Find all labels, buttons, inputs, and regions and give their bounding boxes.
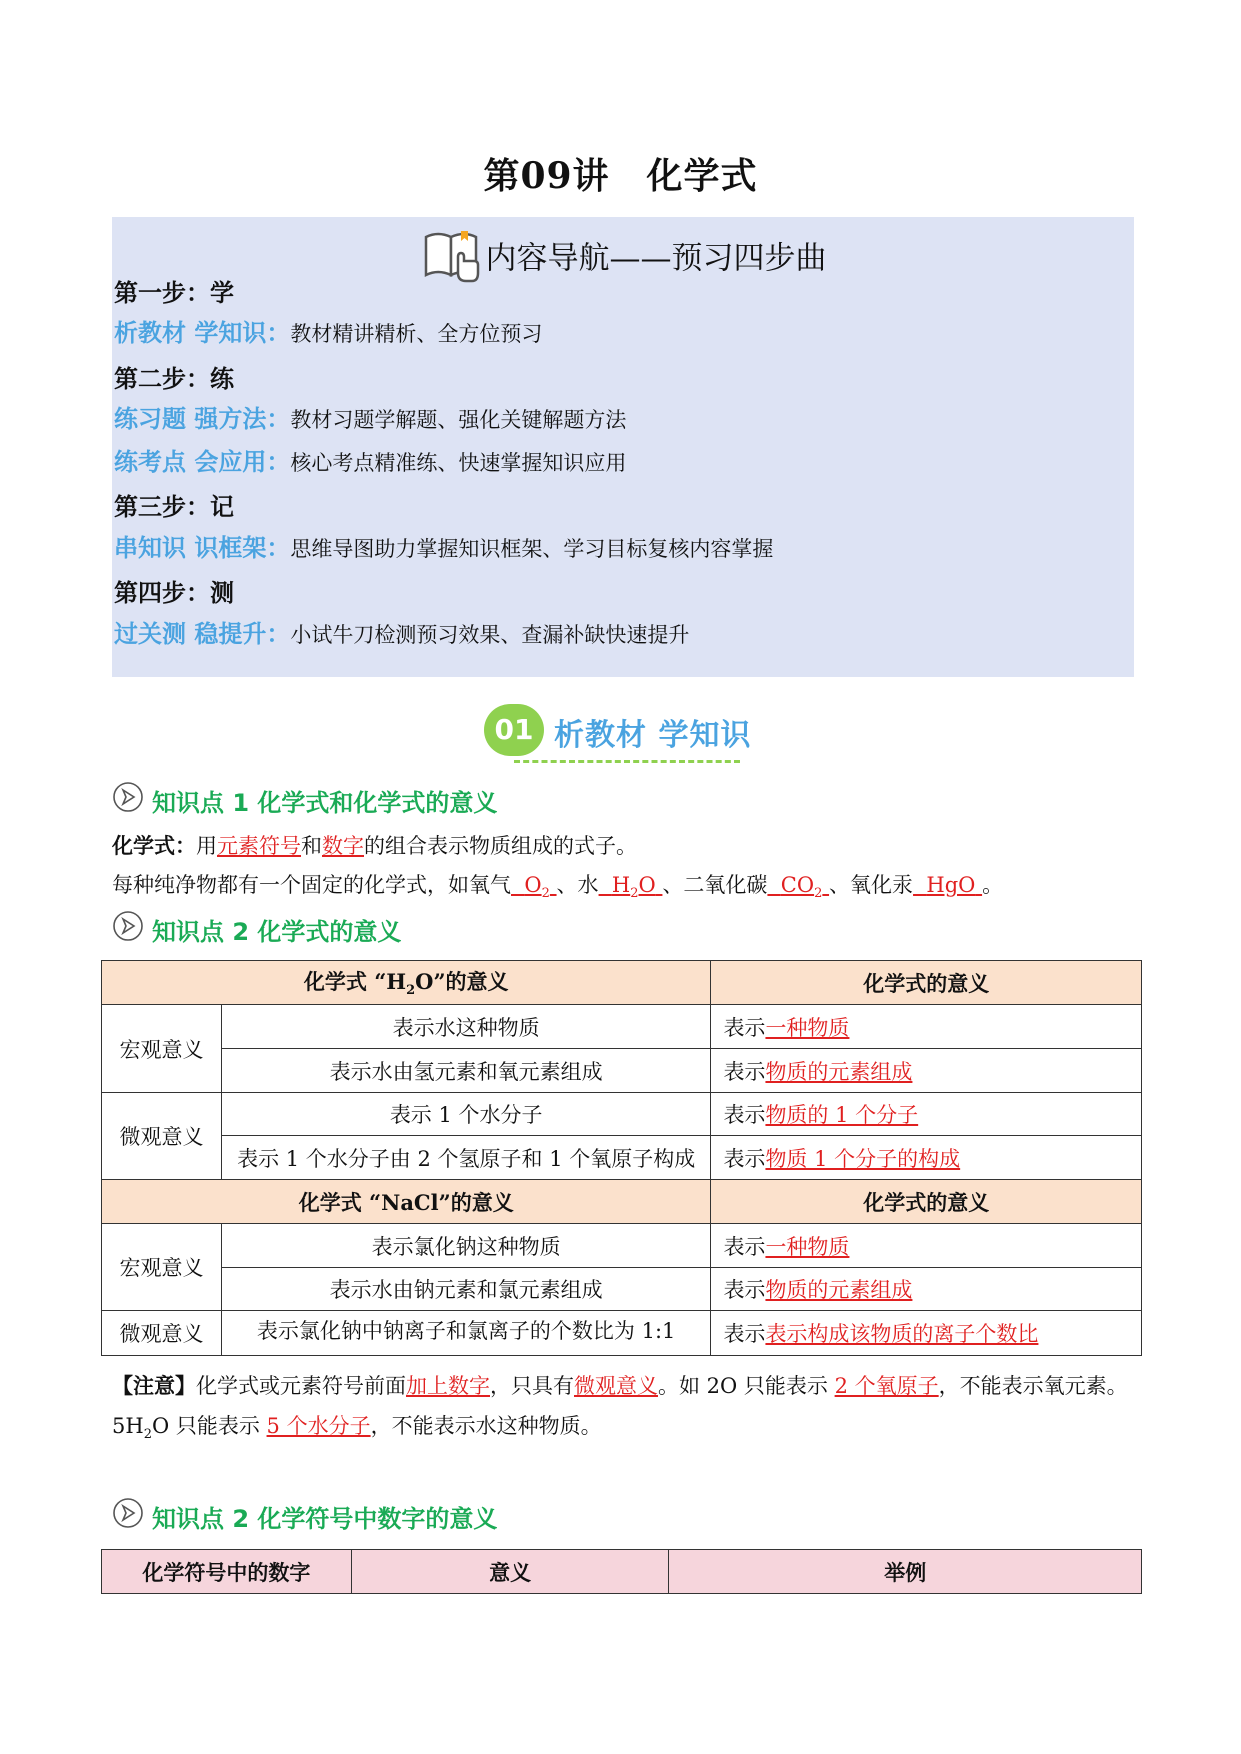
note-paragraph [112,1366,1132,1455]
symbol-number-table [101,1549,1142,1594]
row-meaning [711,1093,1142,1136]
example-text: 、水 [556,873,599,897]
answer: 表示构成该物质的离子个数比 [765,1322,1039,1346]
nav-line-5-key: 过关测 稳提升： [114,619,291,648]
row-desc: 表示水这种物质 [221,1005,711,1049]
prefix: 表示 [723,1234,766,1259]
nav-line-2 [114,399,626,434]
answer: 2 个氧原子 [834,1374,939,1398]
answer: 微观意义 [574,1374,658,1398]
formula-meaning-table [101,960,1142,1356]
h2o-subscript: 2 [630,886,639,902]
table-row [102,1049,1142,1093]
nav-line-2-key: 练习题 强方法： [114,404,291,433]
definition-text: 的组合表示物质组成的式子。 [364,834,637,858]
table-row [102,1268,1142,1311]
micro-label: 微观意义 [102,1093,222,1180]
section-badge [484,704,764,762]
note-text: ，不能表示氧元素。5H [112,1374,1128,1438]
note-text: 。如 2O 只能表示 [658,1374,835,1398]
h2o-header-b: O”的意义 [415,969,509,995]
nav-line-2-desc: 教材习题学解题、强化关键解题方法 [290,408,627,432]
col-symbol-number: 化学符号中的数字 [102,1550,352,1594]
o2-subscript: 2 [541,886,550,902]
table-row [102,1093,1142,1136]
answer-number: 数字 [322,834,364,858]
macro-label: 宏观意义 [102,1224,222,1311]
answer: 物质的元素组成 [765,1278,913,1302]
row-meaning [711,1049,1142,1093]
answer: 物质 1 个分子的构成 [765,1146,961,1171]
answer: 物质的 1 个分子 [765,1103,919,1127]
section-label: 析教材 学知识 [554,718,752,753]
step-1: 第一步：学 [114,278,234,307]
nav-line-4-desc: 思维导图助力掌握知识框架、学习目标复核内容掌握 [290,537,774,561]
nav-line-5 [114,614,689,649]
example-text: 。 [982,873,1004,897]
table-header-row [102,1180,1142,1224]
table-row [102,1224,1142,1268]
macro-label: 宏观意义 [102,1005,222,1093]
co2-symbol: CO [780,873,815,897]
h2o-header-sub: 2 [406,983,416,999]
answer: 一种物质 [765,1015,850,1040]
micro-label: 微观意义 [102,1311,222,1356]
h2o-header-a: 化学式 “H [303,969,407,995]
table-header-row [102,1550,1142,1594]
o2-symbol: O [524,873,542,897]
answer-o2 [511,873,557,902]
answer: 物质的元素组成 [765,1059,913,1084]
answer-h2o [599,873,663,902]
note-text: 化学式或元素符号前面 [196,1374,406,1398]
prefix: 表示 [723,1059,766,1084]
arrow-circle-icon [112,910,144,942]
example-text: 、氧化汞 [829,873,914,897]
nav-line-4 [114,528,773,563]
prefix: 表示 [723,1278,766,1302]
definition-text: 用 [196,834,217,858]
answer-element-symbol: 元素符号 [217,834,301,858]
step-3: 第三步：记 [114,492,234,521]
row-desc: 表示氯化钠这种物质 [221,1224,711,1268]
answer-co2 [767,873,829,902]
table-row [102,1311,1142,1356]
row-desc: 表示 1 个水分子 [221,1093,711,1136]
book-pointer-icon [420,227,484,285]
nav-line-4-key: 串知识 识框架： [114,533,291,562]
col-example: 举例 [669,1550,1142,1594]
prefix: 表示 [723,1146,766,1171]
note-text: ，不能表示水这种物质。 [370,1414,602,1438]
arrow-circle-icon [112,1497,144,1529]
arrow-circle-icon [112,781,144,813]
page-title: 第09讲 化学式 [483,155,758,197]
row-desc: 表示氯化钠中钠离子和氯离子的个数比为 1:1 [221,1311,711,1356]
table-row [102,1136,1142,1180]
row-meaning [711,1268,1142,1311]
row-desc: 表示水由钠元素和氯元素组成 [221,1268,711,1311]
h2o-header [102,961,711,1005]
knowledge-point-2-title: 知识点 2 化学式的意义 [152,918,402,946]
note-label: 【注意】 [112,1373,196,1398]
definition-line [112,830,637,860]
row-meaning [711,1224,1142,1268]
prefix: 表示 [723,1103,766,1127]
table-row [102,1005,1142,1049]
content-navigation-box [112,217,1134,677]
step-2: 第二步：练 [114,364,234,393]
example-text: 每种纯净物都有一个固定的化学式，如氧气 [112,873,511,897]
section-number: 01 [484,704,544,756]
nav-line-1-desc: 教材精讲精析、全方位预习 [290,322,543,346]
table-header-row [102,961,1142,1005]
note-text: ，只具有 [490,1374,574,1398]
answer: 5 个水分子 [266,1414,371,1438]
h2o-o: O [638,873,656,897]
note-subscript: 2 [143,1427,152,1443]
answer-hgo [913,873,982,897]
co2-subscript: 2 [814,886,823,902]
answer: 加上数字 [406,1374,490,1398]
note-text: O 只能表示 [151,1414,267,1438]
row-desc: 表示 1 个水分子由 2 个氢原子和 1 个氧原子构成 [221,1136,711,1180]
example-line [112,869,1003,901]
section-underline [514,760,740,763]
answer: 一种物质 [765,1234,850,1259]
definition-label: 化学式： [112,833,196,858]
hgo-symbol: HgO [926,873,976,897]
row-meaning [711,1311,1142,1356]
nav-line-1-key: 析教材 学知识： [114,318,291,347]
definition-text: 和 [301,834,322,858]
step-4: 第四步：测 [114,578,234,607]
h2o-h: H [611,873,631,897]
prefix: 表示 [723,1015,766,1040]
nav-line-5-desc: 小试牛刀检测预习效果、查漏补缺快速提升 [290,623,690,647]
nav-heading [112,231,1134,289]
nav-line-3-key: 练考点 会应用： [114,447,291,476]
prefix: 表示 [723,1322,766,1346]
knowledge-point-1-title: 知识点 1 化学式和化学式的意义 [152,789,498,817]
nav-heading-text: 内容导航——预习四步曲 [485,240,827,277]
row-meaning [711,1136,1142,1180]
nacl-header: 化学式 “NaCl”的意义 [102,1180,711,1224]
example-text: 、二氧化碳 [662,873,768,897]
nav-line-3-desc: 核心考点精准练、快速掌握知识应用 [290,451,627,475]
row-desc: 表示水由氢元素和氧元素组成 [221,1049,711,1093]
col-meaning: 意义 [351,1550,669,1594]
meaning-header: 化学式的意义 [711,961,1142,1005]
knowledge-point-3-title: 知识点 2 化学符号中数字的意义 [152,1505,498,1533]
nav-line-1 [114,313,542,348]
nav-line-3 [114,442,626,477]
row-meaning [711,1005,1142,1049]
meaning-header: 化学式的意义 [711,1180,1142,1224]
